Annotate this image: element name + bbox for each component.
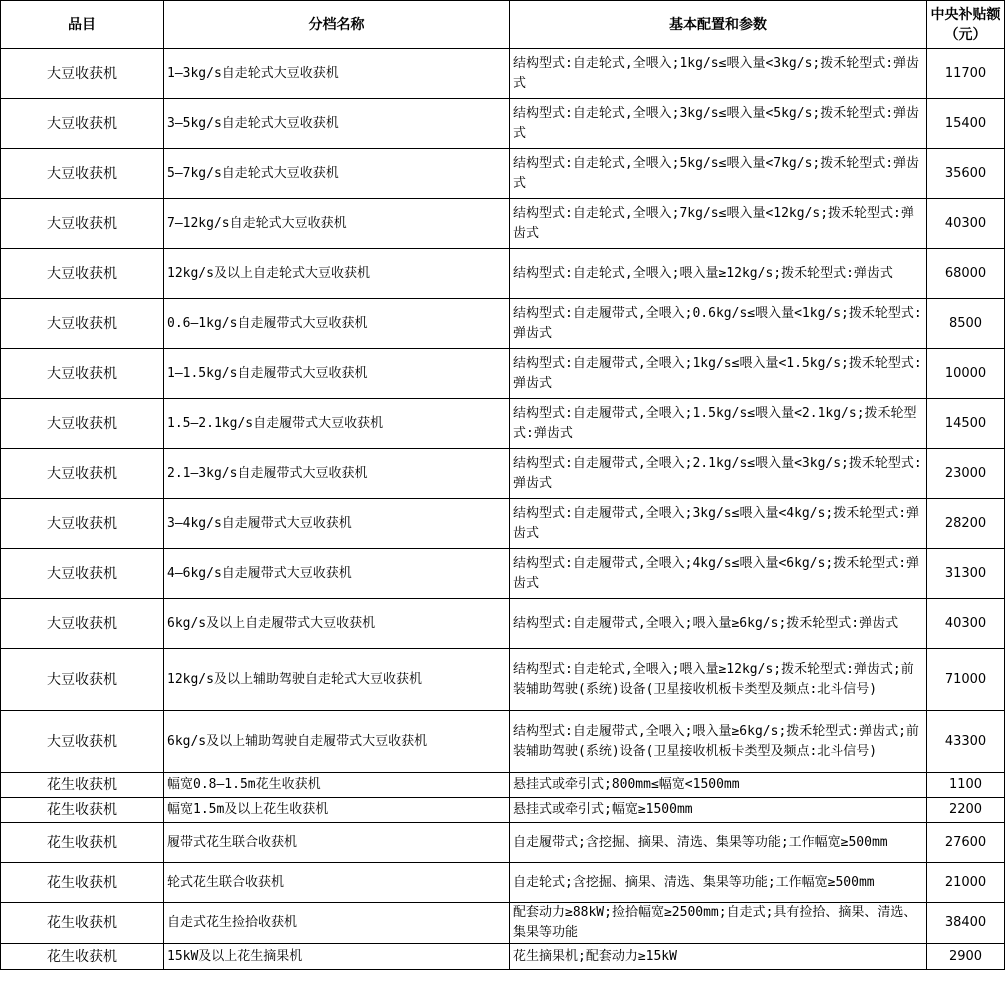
spec-cell: 结构型式:自走履带式,全喂入;2.1kg/s≤喂入量<3kg/s;拨禾轮型式:弹齿式 bbox=[510, 449, 927, 499]
spec-cell: 结构型式:自走履带式,全喂入;4kg/s≤喂入量<6kg/s;拨禾轮型式:弹齿式 bbox=[510, 549, 927, 599]
subsidy-amount-cell: 38400 bbox=[927, 903, 1005, 944]
subsidy-amount-cell: 40300 bbox=[927, 199, 1005, 249]
subsidy-amount-cell: 1100 bbox=[927, 773, 1005, 798]
spec-cell: 花生摘果机;配套动力≥15kW bbox=[510, 944, 927, 970]
spec-cell: 结构型式:自走履带式,全喂入;1kg/s≤喂入量<1.5kg/s;拨禾轮型式:弹齿式 bbox=[510, 349, 927, 399]
spec-cell: 悬挂式或牵引式;幅宽≥1500mm bbox=[510, 798, 927, 823]
header-row bbox=[1, 1, 1005, 49]
subsidy-amount-cell: 10000 bbox=[927, 349, 1005, 399]
tier-name-cell: 1.5—2.1kg/s自走履带式大豆收获机 bbox=[164, 399, 510, 449]
tier-name-cell: 幅宽0.8—1.5m花生收获机 bbox=[164, 773, 510, 798]
tier-name-cell: 履带式花生联合收获机 bbox=[164, 823, 510, 863]
table-row bbox=[1, 399, 1005, 449]
spec-cell: 结构型式:自走轮式,全喂入;喂入量≥12kg/s;拨禾轮型式:弹齿式;前装辅助驾驶(系统)设备(卫星接收机板卡类型及频点:北斗信号) bbox=[510, 649, 927, 711]
category-cell: 大豆收获机 bbox=[1, 649, 164, 711]
category-cell: 大豆收获机 bbox=[1, 99, 164, 149]
tier-name-cell: 6kg/s及以上自走履带式大豆收获机 bbox=[164, 599, 510, 649]
table-row bbox=[1, 863, 1005, 903]
spec-cell: 结构型式:自走轮式,全喂入;7kg/s≤喂入量<12kg/s;拨禾轮型式:弹齿式 bbox=[510, 199, 927, 249]
tier-name-cell: 3—5kg/s自走轮式大豆收获机 bbox=[164, 99, 510, 149]
subsidy-amount-cell: 68000 bbox=[927, 249, 1005, 299]
category-cell: 大豆收获机 bbox=[1, 149, 164, 199]
tier-name-cell: 1—3kg/s自走轮式大豆收获机 bbox=[164, 49, 510, 99]
spec-cell: 结构型式:自走履带式,全喂入;0.6kg/s≤喂入量<1kg/s;拨禾轮型式:弹齿式 bbox=[510, 299, 927, 349]
tier-name-cell: 0.6—1kg/s自走履带式大豆收获机 bbox=[164, 299, 510, 349]
table-row bbox=[1, 49, 1005, 99]
spec-cell: 悬挂式或牵引式;800mm≤幅宽<1500mm bbox=[510, 773, 927, 798]
category-cell: 大豆收获机 bbox=[1, 299, 164, 349]
tier-name-cell: 4—6kg/s自走履带式大豆收获机 bbox=[164, 549, 510, 599]
subsidy-amount-cell: 40300 bbox=[927, 599, 1005, 649]
table-row bbox=[1, 823, 1005, 863]
spec-cell: 结构型式:自走轮式,全喂入;1kg/s≤喂入量<3kg/s;拨禾轮型式:弹齿式 bbox=[510, 49, 927, 99]
spec-cell: 结构型式:自走履带式,全喂入;喂入量≥6kg/s;拨禾轮型式:弹齿式 bbox=[510, 599, 927, 649]
subsidy-amount-cell: 28200 bbox=[927, 499, 1005, 549]
category-cell: 大豆收获机 bbox=[1, 499, 164, 549]
table-row bbox=[1, 903, 1005, 944]
tier-name-cell: 1—1.5kg/s自走履带式大豆收获机 bbox=[164, 349, 510, 399]
category-cell: 大豆收获机 bbox=[1, 49, 164, 99]
category-cell: 花生收获机 bbox=[1, 863, 164, 903]
table-row bbox=[1, 599, 1005, 649]
category-cell: 大豆收获机 bbox=[1, 711, 164, 773]
table-row bbox=[1, 944, 1005, 970]
tier-name-cell: 5—7kg/s自走轮式大豆收获机 bbox=[164, 149, 510, 199]
tier-name-cell: 7—12kg/s自走轮式大豆收获机 bbox=[164, 199, 510, 249]
subsidy-amount-cell: 43300 bbox=[927, 711, 1005, 773]
table-row bbox=[1, 99, 1005, 149]
subsidy-amount-cell: 15400 bbox=[927, 99, 1005, 149]
header-category: 品目 bbox=[1, 1, 164, 49]
table-row bbox=[1, 499, 1005, 549]
table-row bbox=[1, 798, 1005, 823]
tier-name-cell: 自走式花生捡拾收获机 bbox=[164, 903, 510, 944]
category-cell: 大豆收获机 bbox=[1, 399, 164, 449]
subsidy-amount-cell: 35600 bbox=[927, 149, 1005, 199]
header-subsidy: 中央补贴额（元） bbox=[927, 1, 1005, 49]
tier-name-cell: 12kg/s及以上自走轮式大豆收获机 bbox=[164, 249, 510, 299]
subsidy-amount-cell: 2200 bbox=[927, 798, 1005, 823]
tier-name-cell: 3—4kg/s自走履带式大豆收获机 bbox=[164, 499, 510, 549]
subsidy-amount-cell: 21000 bbox=[927, 863, 1005, 903]
category-cell: 大豆收获机 bbox=[1, 599, 164, 649]
category-cell: 花生收获机 bbox=[1, 823, 164, 863]
category-cell: 大豆收获机 bbox=[1, 249, 164, 299]
table-row bbox=[1, 773, 1005, 798]
table-row bbox=[1, 549, 1005, 599]
tier-name-cell: 轮式花生联合收获机 bbox=[164, 863, 510, 903]
category-cell: 花生收获机 bbox=[1, 903, 164, 944]
tier-name-cell: 2.1—3kg/s自走履带式大豆收获机 bbox=[164, 449, 510, 499]
spec-cell: 结构型式:自走轮式,全喂入;5kg/s≤喂入量<7kg/s;拨禾轮型式:弹齿式 bbox=[510, 149, 927, 199]
spec-cell: 结构型式:自走轮式,全喂入;3kg/s≤喂入量<5kg/s;拨禾轮型式:弹齿式 bbox=[510, 99, 927, 149]
tier-name-cell: 幅宽1.5m及以上花生收获机 bbox=[164, 798, 510, 823]
table-row bbox=[1, 249, 1005, 299]
category-cell: 大豆收获机 bbox=[1, 549, 164, 599]
table-row bbox=[1, 711, 1005, 773]
spec-cell: 结构型式:自走履带式,全喂入;3kg/s≤喂入量<4kg/s;拨禾轮型式:弹齿式 bbox=[510, 499, 927, 549]
spec-cell: 配套动力≥88kW;捡拾幅宽≥2500mm;自走式;具有捡拾、摘果、清选、集果等功能 bbox=[510, 903, 927, 944]
spec-cell: 结构型式:自走轮式,全喂入;喂入量≥12kg/s;拨禾轮型式:弹齿式 bbox=[510, 249, 927, 299]
tier-name-cell: 15kW及以上花生摘果机 bbox=[164, 944, 510, 970]
subsidy-amount-cell: 27600 bbox=[927, 823, 1005, 863]
category-cell: 花生收获机 bbox=[1, 773, 164, 798]
table-row bbox=[1, 199, 1005, 249]
subsidy-amount-cell: 11700 bbox=[927, 49, 1005, 99]
tier-name-cell: 12kg/s及以上辅助驾驶自走轮式大豆收获机 bbox=[164, 649, 510, 711]
table-row bbox=[1, 449, 1005, 499]
table-row bbox=[1, 649, 1005, 711]
table-row bbox=[1, 349, 1005, 399]
subsidy-amount-cell: 31300 bbox=[927, 549, 1005, 599]
tier-name-cell: 6kg/s及以上辅助驾驶自走履带式大豆收获机 bbox=[164, 711, 510, 773]
spec-cell: 自走履带式;含挖掘、摘果、清选、集果等功能;工作幅宽≥500mm bbox=[510, 823, 927, 863]
spec-cell: 结构型式:自走履带式,全喂入;喂入量≥6kg/s;拨禾轮型式:弹齿式;前装辅助驾驶(系统)设备(卫星接收机板卡类型及频点:北斗信号) bbox=[510, 711, 927, 773]
category-cell: 大豆收获机 bbox=[1, 449, 164, 499]
category-cell: 花生收获机 bbox=[1, 798, 164, 823]
category-cell: 大豆收获机 bbox=[1, 349, 164, 399]
spec-cell: 自走轮式;含挖掘、摘果、清选、集果等功能;工作幅宽≥500mm bbox=[510, 863, 927, 903]
spec-cell: 结构型式:自走履带式,全喂入;1.5kg/s≤喂入量<2.1kg/s;拨禾轮型式:弹齿式 bbox=[510, 399, 927, 449]
subsidy-amount-cell: 8500 bbox=[927, 299, 1005, 349]
subsidy-amount-cell: 71000 bbox=[927, 649, 1005, 711]
category-cell: 花生收获机 bbox=[1, 944, 164, 970]
table-row bbox=[1, 149, 1005, 199]
header-spec: 基本配置和参数 bbox=[510, 1, 927, 49]
header-tier: 分档名称 bbox=[164, 1, 510, 49]
subsidy-amount-cell: 14500 bbox=[927, 399, 1005, 449]
category-cell: 大豆收获机 bbox=[1, 199, 164, 249]
table-body bbox=[1, 49, 1005, 970]
table-row bbox=[1, 299, 1005, 349]
subsidy-amount-cell: 23000 bbox=[927, 449, 1005, 499]
subsidy-amount-cell: 2900 bbox=[927, 944, 1005, 970]
